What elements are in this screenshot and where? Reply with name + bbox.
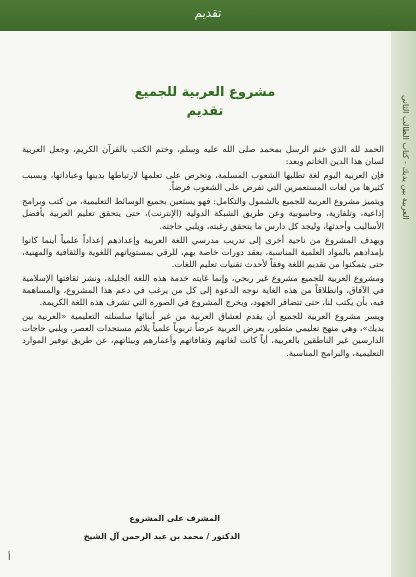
signature-role: المشرف على المشروع (129, 514, 220, 523)
paragraph: ومشروع العربية للجميع مشروع غير ربحي، وإنما غايته خدمة هذه اللغة الجليلة، ونشر ثقافتها الإسلامية في الآفاق، وانطلاقاً من هذه الغاية نوجه الدعوة إلى كل من يرغب في دعم هذا المشروع، والمساهمة فيه، بأن يكتب لنا، حتى تتضافر الجهود، ويخرج المشروع في الصورة التي تشرف هذه اللغة الكريمة. (22, 273, 384, 309)
project-title: مشروع العربية للجميع (134, 85, 276, 100)
section-title: تقديم (186, 104, 224, 119)
paragraph: ويتميز مشروع العربية للجميع بالشمول والتكامل: فهو يستعين بجميع الوسائط التعليمية، من كتب وبرامج إذاعية، وتلفازية، وحاسوبية وعن طريق الشبكة الدولية (الإنترنت)، حتى يتحقق تعليم العربية بأفضل الأساليب وأحدثها، وليجد كل دارس ما يتحقق رغبته، ويلبي حاجته. (22, 197, 384, 232)
body-text (22, 144, 384, 362)
paragraph: الحمد لله الذي ختم الرسل بمحمد صلى الله عليه وسلم، وختم الكتب بالقرآن الكريم، وجعل العربية لسان هذا الدين الخاتم وبعد: (22, 145, 384, 168)
paragraph: ويهدف المشروع من ناحية أخرى إلى تدريب مدرسي اللغة العربية وإعدادهم إعداداً علمياً أينما كانوا بإمدادهم بالمواد العلمية المناسبة، بعقد دورات خاصة بهم، للرقي بمستوياتهم اللغوية والثقافية والمهنية، حتى يتمكنوا من تقديم اللغة وفقاً لأحدث تقنيات تعليم اللغات. (22, 235, 384, 270)
header-bar (0, 0, 416, 31)
signature-name: الدكتور / محمد بن عبد الرحمن آل الشيخ (83, 532, 240, 541)
page-number: أ (8, 553, 11, 563)
paragraph: ويسر مشروع العربية للجميع أن يقدم لعشاق العربية من غير أبنائها سلسلته التعليمية «العربية بين يديك»، وهي منهج تعليمي متطور، يعرض العربية عرضاً تربوياً علمياً يلائم مستجدات العصر، ويلبي حاجات الدارسين غير الناطقين بالعربية، أياً كانت لغاتهم وثقافاتهم وأعمارهم وبيئاتهم، عن طريق توفير الموارد التعليمية، والبرامج المناسبة. (22, 312, 384, 359)
paragraph: فإن العربية اليوم لغة تطلبها الشعوب المسلمة، وتحرص على تعلمها لارتباطها بدينها وعباداتها، وبسبب كثيرها من لغات المستعمرين التي تفرض على الشعوب فرضاً. (22, 171, 384, 194)
header-title: تقديم (194, 6, 222, 20)
side-label: العربية بين يديك - كتاب الطالب الثاني (401, 95, 410, 220)
